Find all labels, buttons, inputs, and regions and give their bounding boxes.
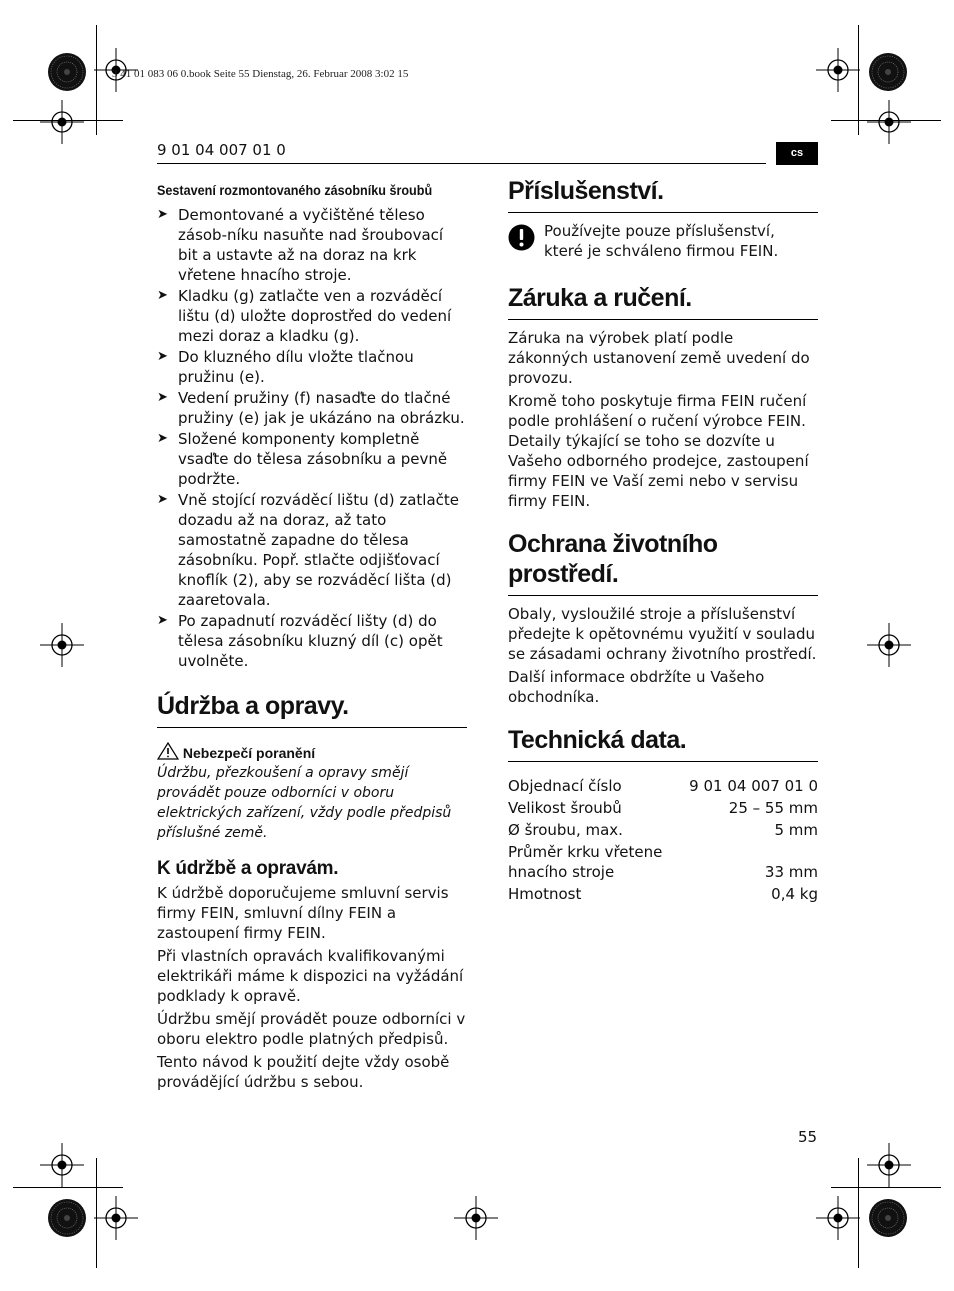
- accessories-heading: Příslušenství.: [508, 176, 818, 213]
- registration-target-icon: [94, 1196, 138, 1240]
- right-column: [508, 176, 818, 906]
- list-item: ➤ Po zapadnutí rozváděcí lišty (d) do tělesa zásobníku kluzný díl (c) opět uvolněte.: [157, 612, 443, 670]
- registration-target-icon: [867, 100, 911, 144]
- paragraph: Obaly, vysloužilé stroje a příslušenství předejte k opětovnému využití v souladu se zásadami ochrany životního prostředí.: [508, 605, 817, 663]
- registration-target-icon: [816, 48, 860, 92]
- left-column: [157, 180, 467, 1095]
- header-rule: [157, 163, 766, 164]
- table-row: [508, 884, 818, 906]
- exclamation-icon: [508, 224, 535, 251]
- color-bar-star-icon: [48, 1199, 86, 1237]
- environment-body: [508, 604, 818, 707]
- maintenance-body: [157, 883, 467, 1092]
- reassembly-heading: Sestavení rozmontovaného zásobníku šroubů: [157, 182, 433, 198]
- arrow-bullet-icon: ➤: [157, 349, 168, 364]
- warranty-heading: Záruka a ručení.: [508, 283, 818, 320]
- spec-value: 9 01 04 007 01 0: [689, 777, 818, 795]
- page-number: 55: [798, 1128, 818, 1146]
- registration-target-icon: [40, 623, 84, 667]
- spec-value: 33 mm: [764, 863, 818, 881]
- spec-label: Objednací číslo: [508, 777, 622, 795]
- arrow-bullet-icon: ➤: [157, 207, 168, 222]
- paragraph: Při vlastních opravách kvalifikovanými elektrikáři máme k dispozici na vyžádání podklady k opravě.: [157, 947, 464, 1005]
- maintenance-heading: Údržba a opravy.: [157, 691, 467, 728]
- paragraph: K údržbě doporučujeme smluvní servis firmy FEIN, smluvní dílny FEIN a zastoupení firmy FEIN.: [157, 884, 449, 942]
- spec-label: Ø šroubu, max.: [508, 821, 623, 839]
- registration-target-icon: [40, 100, 84, 144]
- spec-label: Hmotnost: [508, 885, 582, 903]
- registration-target-icon: [816, 1196, 860, 1240]
- environment-heading: Ochrana životního prostředí.: [508, 529, 818, 596]
- paragraph: Údržbu smějí provádět pouze odborníci v oboru elektro podle platných předpisů.: [157, 1010, 466, 1048]
- warning-triangle-icon: [157, 742, 179, 760]
- list-item: ➤ Do kluzného dílu vložte tlačnou pružinu (e).: [157, 348, 414, 386]
- arrow-bullet-icon: ➤: [157, 613, 168, 628]
- registration-target-icon: [867, 623, 911, 667]
- arrow-bullet-icon: ➤: [157, 492, 168, 507]
- spec-value: 25 – 55 mm: [728, 799, 818, 817]
- spec-label: Průměr krku vřetene hnacího stroje: [508, 843, 663, 881]
- registration-target-icon: [40, 1143, 84, 1187]
- reassembly-steps: [157, 205, 467, 671]
- paragraph: Kromě toho poskytuje firma FEIN ručení podle prohlášení o ručení výrobce FEIN. Detaily týkající se toho se dozvíte u Vašeho odborného prodejce, zastoupení firmy FEIN ve Vaší zemi nebo v servisu firmy FEIN.: [508, 392, 809, 510]
- registration-target-icon: [454, 1196, 498, 1240]
- color-bar-star-icon: [869, 53, 907, 91]
- spec-value: 5 mm: [774, 821, 818, 839]
- table-row: [508, 820, 818, 842]
- spec-label: Velikost šroubů: [508, 799, 622, 817]
- color-bar-star-icon: [48, 53, 86, 91]
- registration-target-icon: [867, 1143, 911, 1187]
- paragraph: Tento návod k použití dejte vždy osobě provádějící údržbu s sebou.: [157, 1053, 450, 1091]
- list-item: ➤ Složené komponenty kompletně vsaďte do tělesa zásobníku a pevně podržte.: [157, 430, 448, 488]
- accessories-note: Používejte pouze příslušenství, které je schváleno firmou FEIN.: [508, 221, 818, 261]
- arrow-bullet-icon: ➤: [157, 431, 168, 446]
- paragraph: Další informace obdržíte u Vašeho obchodníka.: [508, 668, 765, 706]
- table-row: [508, 798, 818, 820]
- warning-text: Údržbu, přezkoušení a opravy smějí provádět pouze odborníci v oboru elektrických zařízení, vždy podle předpisů příslušné země.: [157, 765, 452, 841]
- spec-value: 0,4 kg: [771, 885, 818, 903]
- paragraph: Záruka na výrobek platí podle zákonných ustanovení země uvedení do provozu.: [508, 329, 810, 387]
- list-item: ➤ Kladku (g) zatlačte ven a rozváděcí lištu (d) uložte doprostřed do vedení mezi doraz a kladku (g).: [157, 287, 452, 345]
- warning-title: Nebezpečí poranění: [157, 742, 467, 763]
- technical-data-heading: Technická data.: [508, 725, 818, 762]
- arrow-bullet-icon: ➤: [157, 390, 168, 405]
- color-bar-star-icon: [869, 1199, 907, 1237]
- list-item: ➤ Vedení pružiny (f) nasaďte do tlačné pružiny (e) jak je ukázáno na obrázku.: [157, 389, 465, 427]
- language-badge: cs: [776, 142, 818, 165]
- list-item: ➤ Demontované a vyčištěné těleso zásob-níku nasuňte nad šroubovací bit a ustavte až na doraz na krk vřetene hnacího stroje.: [157, 206, 444, 284]
- table-row: [508, 776, 818, 798]
- document-number: 9 01 04 007 01 0: [157, 141, 286, 159]
- maintenance-subheading: K údržbě a opravám.: [157, 858, 339, 879]
- table-row: [508, 842, 818, 884]
- technical-data-table: [508, 776, 818, 906]
- list-item: ➤ Vně stojící rozváděcí lištu (d) zatlačte dozadu až na doraz, až tato samostatně zapadne do tělesa zásobníku. Popř. stlačte odjišťovací knoflík (2), aby se rozváděcí lišta (d) zaaretovala.: [157, 491, 460, 609]
- warranty-body: [508, 328, 818, 511]
- print-job-info: 3 41 01 083 06 0.book Seite 55 Dienstag, 26. Februar 2008 3:02 15: [112, 68, 409, 80]
- arrow-bullet-icon: ➤: [157, 288, 168, 303]
